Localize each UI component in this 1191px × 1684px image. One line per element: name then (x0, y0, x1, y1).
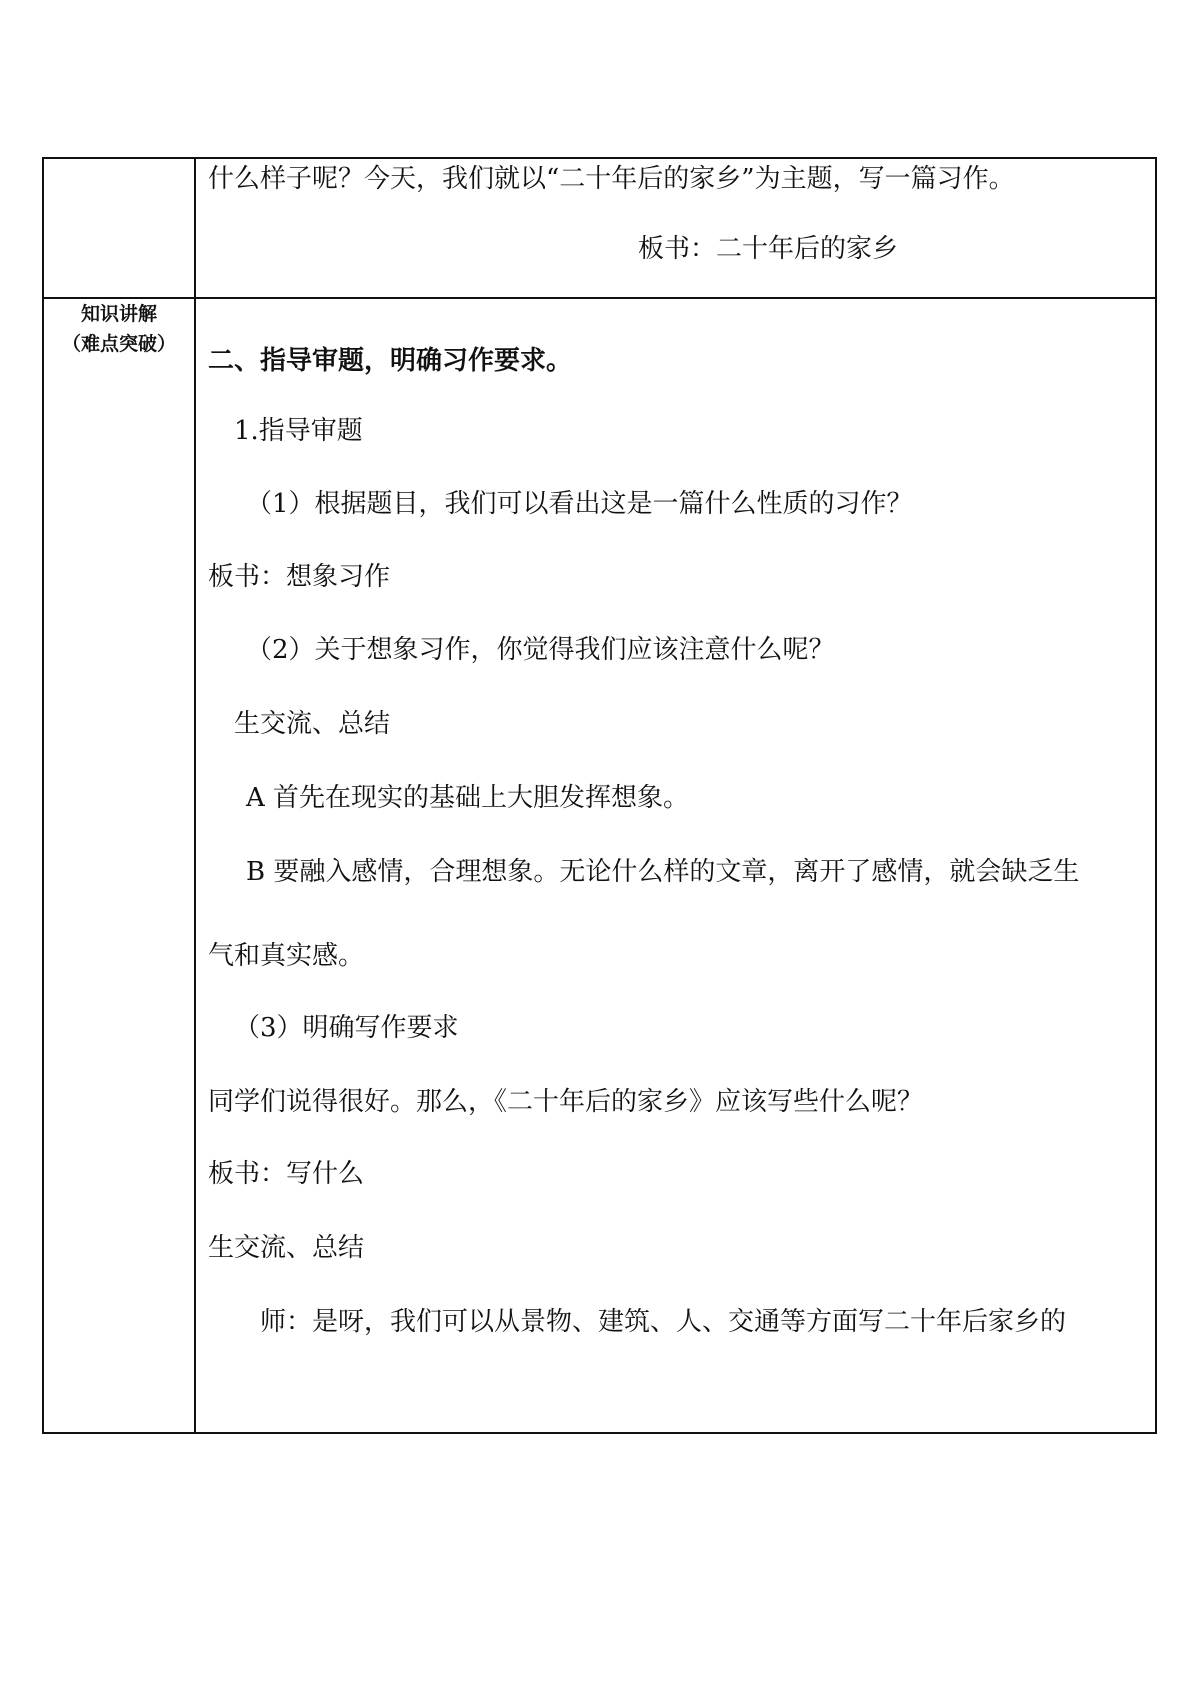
section-label-cell (43, 158, 195, 298)
paragraph-line: 生交流、总结 (208, 1233, 365, 1263)
lesson-plan-table (42, 157, 1157, 1434)
table-row (43, 158, 1156, 298)
paragraph-line: （1）根据题目，我们可以看出这是一篇什么性质的习作？ (246, 489, 913, 519)
paragraph-line: 生交流、总结 (234, 709, 391, 739)
blackboard-note: 板书：写什么 (208, 1159, 365, 1189)
blackboard-note: 板书：想象习作 (208, 562, 391, 592)
content-cell (195, 158, 1156, 298)
blackboard-note: 板书：二十年后的家乡 (638, 234, 899, 264)
section-sublabel: （难点突破） (61, 333, 176, 355)
paragraph-line: （2）关于想象习作，你觉得我们应该注意什么呢？ (246, 635, 835, 665)
section-label-cell (43, 298, 195, 1433)
paragraph-line: 1.指导审题 (234, 416, 363, 446)
paragraph-line: B 要融入感情，合理想象。无论什么样的文章，离开了感情，就会缺乏生 (246, 857, 1080, 887)
section-heading: 二、指导审题，明确习作要求。 (208, 346, 573, 376)
content-cell (195, 298, 1156, 1433)
paragraph-line: 师：是呀，我们可以从景物、建筑、人、交通等方面写二十年后家乡的 (260, 1307, 1067, 1337)
paragraph-line: A 首先在现实的基础上大胆发挥想象。 (246, 783, 690, 813)
paragraph-line: 同学们说得很好。那么，《二十年后的家乡》应该写些什么呢？ (208, 1087, 924, 1117)
table-row (43, 298, 1156, 1433)
section-label: 知识讲解 (80, 303, 157, 325)
paragraph-line: 什么样子呢？今天，我们就以“二十年后的家乡”为主题，写一篇习作。 (208, 164, 1015, 194)
paragraph-line: （3）明确写作要求 (234, 1013, 459, 1043)
paragraph-line: 气和真实感。 (208, 941, 365, 971)
